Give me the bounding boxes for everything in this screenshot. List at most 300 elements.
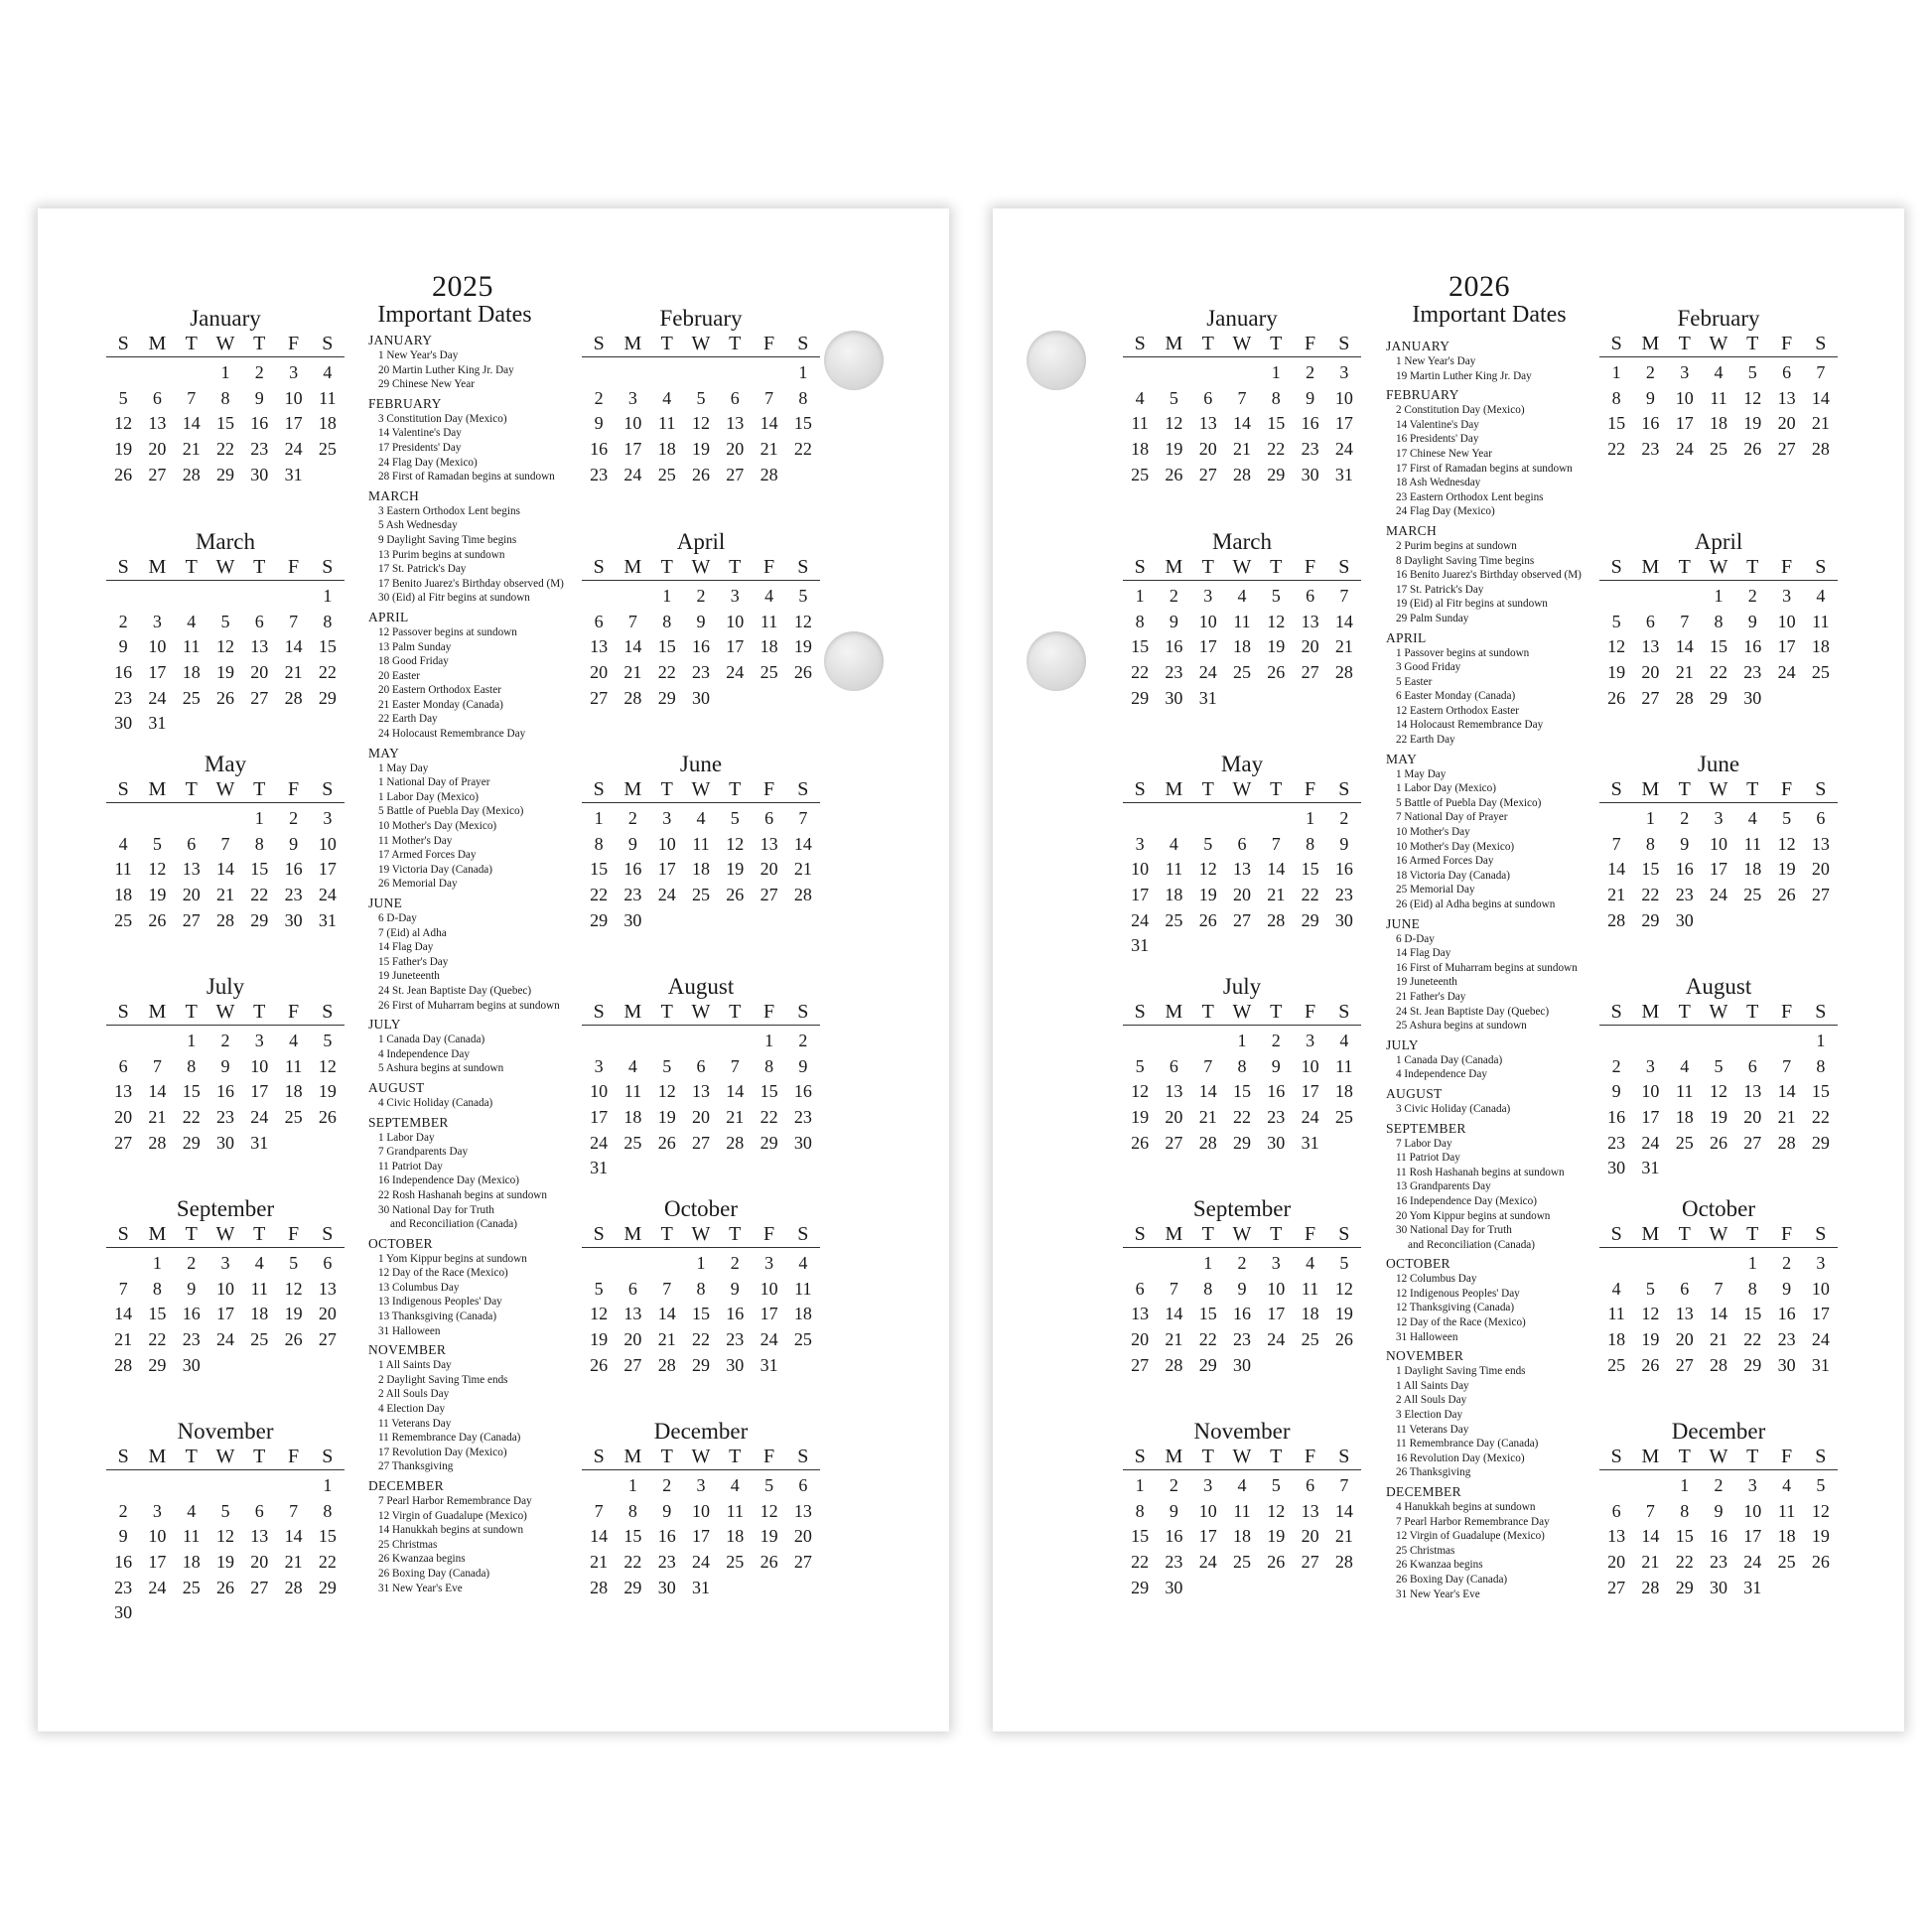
- month-name: December: [653, 1419, 749, 1444]
- holiday-entry: 12 Day of the Race (Mexico): [378, 1267, 508, 1280]
- day-cell: 25: [1777, 1552, 1796, 1573]
- day-cell: 11: [692, 833, 710, 854]
- weekday-label: S: [593, 1446, 605, 1467]
- weekday-header: [582, 1445, 820, 1470]
- weekday-label: W: [691, 1446, 711, 1467]
- empty-day-cell: [1157, 806, 1190, 832]
- day-cell: 14: [1709, 1304, 1727, 1324]
- empty-day-cell: [1702, 1251, 1735, 1277]
- weekday-label: F: [288, 1001, 300, 1023]
- day-cell: 23: [1709, 1552, 1727, 1573]
- day-cell: 12: [1777, 833, 1796, 854]
- day-cell: 16: [590, 439, 609, 460]
- day-cell: 5: [1135, 1055, 1145, 1076]
- weekday-label: S: [1815, 1223, 1827, 1245]
- day-cell: 22: [318, 662, 337, 683]
- day-cell: 13: [1607, 1526, 1626, 1547]
- weekday-label: T: [185, 556, 198, 578]
- day-cell: 27: [1165, 1132, 1183, 1153]
- holiday-entry: 3 Civic Holiday (Canada): [1396, 1102, 1511, 1115]
- month-name: December: [1671, 1419, 1766, 1444]
- weekday-label: S: [1338, 556, 1350, 578]
- day-cell: 26: [1607, 687, 1626, 708]
- day-cell: 17: [691, 1526, 710, 1547]
- empty-day-cell: [140, 806, 174, 832]
- day-cell: 5: [118, 387, 128, 408]
- weekday-label: T: [1746, 778, 1759, 800]
- month-calendar-march: [106, 529, 345, 737]
- day-cell: 26: [1267, 662, 1286, 683]
- day-cell: 12: [726, 833, 745, 854]
- day-cell: 5: [730, 808, 740, 828]
- month-name: January: [190, 306, 261, 331]
- day-cell: 15: [691, 1304, 710, 1324]
- day-cell: 10: [1641, 1081, 1660, 1102]
- weekday-label: W: [215, 778, 235, 800]
- day-cell: 23: [1334, 885, 1353, 905]
- day-cell: 24: [759, 1329, 778, 1350]
- day-cell: 18: [284, 1081, 303, 1102]
- day-cell: 22: [657, 662, 676, 683]
- day-cell: 23: [793, 1107, 812, 1128]
- holiday-entry: 5 Ash Wednesday: [378, 519, 458, 532]
- day-cell: 17: [657, 859, 676, 880]
- day-cell: 14: [793, 833, 812, 854]
- day-cell: 20: [250, 1552, 269, 1573]
- day-cell: 27: [590, 687, 609, 708]
- weekday-label: T: [253, 333, 266, 354]
- empty-day-cell: [208, 584, 242, 610]
- day-cell: 2: [1169, 586, 1178, 606]
- day-cell: 3: [1816, 1253, 1826, 1273]
- day-cell: 14: [1334, 1500, 1353, 1521]
- empty-day-cell: [208, 806, 242, 832]
- holiday-entry: 31 Halloween: [1396, 1330, 1458, 1343]
- empty-day-cell: [242, 1473, 276, 1499]
- day-cell: 9: [118, 636, 128, 657]
- day-cell: 2: [627, 808, 637, 828]
- holiday-entry: 24 St. Jean Baptiste Day (Quebec): [378, 984, 532, 997]
- weekday-label: S: [1815, 333, 1827, 354]
- day-cell: 25: [1709, 439, 1727, 460]
- weekday-label: W: [1232, 556, 1252, 578]
- day-cell: 10: [1777, 611, 1796, 631]
- day-cell: 7: [1680, 611, 1690, 631]
- day-cell: 29: [623, 1577, 642, 1597]
- day-cell: 5: [1271, 586, 1281, 606]
- holiday-entry: 31 Halloween: [378, 1324, 441, 1337]
- day-cell: 9: [1271, 1055, 1281, 1076]
- weekday-label: T: [1678, 333, 1691, 354]
- day-cell: 20: [318, 1304, 337, 1324]
- day-cell: 4: [323, 362, 333, 382]
- day-cell: 15: [1641, 859, 1660, 880]
- day-cell: 5: [1271, 1475, 1281, 1495]
- day-cell: 27: [1301, 1552, 1319, 1573]
- days-grid: [106, 1251, 345, 1378]
- day-cell: 4: [764, 586, 774, 606]
- empty-day-cell: [106, 1473, 140, 1499]
- weekday-label: F: [1305, 333, 1316, 354]
- day-cell: 29: [1301, 909, 1319, 930]
- days-grid: [1123, 1251, 1361, 1378]
- day-cell: 23: [215, 1107, 234, 1128]
- holiday-entry: 16 Armed Forces Day: [1396, 855, 1494, 868]
- holiday-entry: 1 Canada Day (Canada): [378, 1034, 485, 1046]
- day-cell: 30: [215, 1132, 234, 1153]
- day-cell: 10: [215, 1278, 234, 1299]
- day-cell: 16: [1777, 1304, 1796, 1324]
- day-cell: 17: [1743, 1526, 1762, 1547]
- day-cell: 26: [215, 687, 234, 708]
- weekday-label: F: [1305, 1223, 1316, 1245]
- day-cell: 11: [1777, 1500, 1796, 1521]
- holiday-entry: 22 Earth Day: [378, 713, 438, 726]
- day-cell: 14: [215, 859, 234, 880]
- day-cell: 26: [148, 909, 167, 930]
- weekday-header: [106, 1000, 345, 1026]
- empty-day-cell: [1123, 1251, 1157, 1277]
- day-cell: 9: [1645, 387, 1655, 408]
- day-cell: 3: [1747, 1475, 1757, 1495]
- day-cell: 17: [215, 1304, 234, 1324]
- weekday-header: [1123, 777, 1361, 803]
- holiday-month-heading: NOVEMBER: [1386, 1348, 1464, 1364]
- days-grid: [582, 584, 820, 711]
- day-cell: 9: [1782, 1278, 1792, 1299]
- day-cell: 28: [793, 885, 812, 905]
- weekday-label: M: [1165, 333, 1183, 354]
- day-cell: 2: [118, 1500, 128, 1521]
- day-cell: 21: [1232, 439, 1251, 460]
- day-cell: 18: [182, 662, 201, 683]
- holiday-entry: 7 Labor Day: [1396, 1137, 1452, 1150]
- holiday-entry: 1 Yom Kippur begins at sundown: [378, 1252, 527, 1265]
- day-cell: 11: [726, 1500, 744, 1521]
- holiday-entry: 9 Daylight Saving Time begins: [378, 533, 517, 546]
- day-cell: 1: [1714, 586, 1724, 606]
- day-cell: 1: [1747, 1253, 1757, 1273]
- day-cell: 30: [1165, 1577, 1183, 1597]
- day-cell: 17: [1198, 636, 1217, 657]
- weekday-label: M: [623, 778, 642, 800]
- empty-day-cell: [1668, 584, 1702, 610]
- empty-day-cell: [1599, 1251, 1633, 1277]
- empty-day-cell: [140, 1029, 174, 1054]
- holiday-entry: 14 Valentine's Day: [378, 427, 462, 440]
- day-cell: 9: [220, 1055, 230, 1076]
- day-cell: 2: [1714, 1475, 1724, 1495]
- day-cell: 2: [254, 362, 264, 382]
- day-cell: 19: [114, 439, 133, 460]
- day-cell: 20: [1607, 1552, 1626, 1573]
- weekday-header: [106, 332, 345, 357]
- day-cell: 16: [1607, 1107, 1626, 1128]
- day-cell: 7: [1271, 833, 1281, 854]
- holiday-entry: 24 Holocaust Remembrance Day: [378, 728, 526, 741]
- month-calendar-january: [106, 306, 345, 487]
- weekday-label: T: [1201, 1446, 1214, 1467]
- day-cell: 20: [1743, 1107, 1762, 1128]
- year-title: 2025: [432, 270, 493, 303]
- weekday-label: S: [322, 1446, 334, 1467]
- day-cell: 11: [1335, 1055, 1353, 1076]
- holiday-month-heading: APRIL: [368, 609, 409, 624]
- holiday-entry: 1 All Saints Day: [1396, 1379, 1469, 1392]
- day-cell: 11: [183, 636, 201, 657]
- weekday-label: S: [1815, 778, 1827, 800]
- weekday-label: T: [729, 778, 742, 800]
- holiday-entry: 20 Yom Kippur begins at sundown: [1396, 1209, 1551, 1222]
- day-cell: 21: [1709, 1329, 1727, 1350]
- day-cell: 18: [793, 1304, 812, 1324]
- day-cell: 10: [691, 1500, 710, 1521]
- weekday-label: T: [729, 556, 742, 578]
- month-calendar-june: [1599, 752, 1838, 933]
- day-cell: 7: [220, 833, 230, 854]
- day-cell: 26: [318, 1107, 337, 1128]
- day-cell: 17: [726, 636, 745, 657]
- day-cell: 14: [114, 1304, 133, 1324]
- day-cell: 17: [1777, 636, 1796, 657]
- day-cell: 27: [1131, 1354, 1150, 1375]
- weekday-label: S: [1134, 1223, 1146, 1245]
- day-cell: 25: [182, 1577, 201, 1597]
- day-cell: 9: [1306, 387, 1315, 408]
- day-cell: 4: [187, 611, 197, 631]
- weekday-header: [1123, 1222, 1361, 1248]
- day-cell: 31: [1811, 1354, 1830, 1375]
- day-cell: 8: [696, 1278, 706, 1299]
- binder-hole-icon: [824, 331, 884, 390]
- day-cell: 15: [1198, 1304, 1217, 1324]
- day-cell: 3: [152, 611, 162, 631]
- holiday-entry: 14 Holocaust Remembrance Day: [1396, 719, 1544, 732]
- day-cell: 22: [1301, 885, 1319, 905]
- day-cell: 17: [590, 1107, 609, 1128]
- day-cell: 7: [1611, 833, 1621, 854]
- day-cell: 21: [726, 1107, 745, 1128]
- day-cell: 21: [590, 1552, 609, 1573]
- day-cell: 31: [1301, 1132, 1319, 1153]
- day-cell: 28: [114, 1354, 133, 1375]
- empty-day-cell: [140, 360, 174, 386]
- holiday-entry: 1 May Day: [378, 761, 429, 774]
- holiday-entry: 1 Labor Day (Mexico): [1396, 782, 1496, 795]
- month-calendar-october: [582, 1196, 820, 1378]
- empty-day-cell: [1123, 360, 1157, 386]
- day-cell: 1: [187, 1031, 197, 1050]
- day-cell: 10: [250, 1055, 269, 1076]
- weekday-header: [582, 555, 820, 581]
- day-cell: 19: [590, 1329, 609, 1350]
- day-cell: 25: [1607, 1354, 1626, 1375]
- month-calendar-december: [1599, 1419, 1838, 1600]
- day-cell: 27: [1198, 464, 1217, 484]
- holiday-entry: 3 Election Day: [1396, 1409, 1463, 1422]
- holiday-entry: 1 National Day of Prayer: [378, 776, 490, 789]
- day-cell: 21: [793, 859, 812, 880]
- day-cell: 12: [1811, 1500, 1830, 1521]
- weekday-label: T: [1270, 1223, 1283, 1245]
- holiday-month-heading: JANUARY: [368, 333, 433, 347]
- day-cell: 12: [318, 1055, 337, 1076]
- weekday-label: S: [1815, 556, 1827, 578]
- day-cell: 6: [1306, 1475, 1315, 1495]
- day-cell: 28: [215, 909, 234, 930]
- day-cell: 14: [148, 1081, 167, 1102]
- weekday-label: T: [660, 1446, 673, 1467]
- holiday-entry: 26 First of Muharram begins at sundown: [378, 999, 560, 1012]
- holiday-entry: 7 Grandparents Day: [378, 1146, 469, 1159]
- weekday-label: T: [660, 1223, 673, 1245]
- day-cell: 30: [182, 1354, 201, 1375]
- day-cell: 8: [662, 611, 672, 631]
- day-cell: 12: [284, 1278, 303, 1299]
- day-cell: 24: [1777, 662, 1796, 683]
- day-cell: 25: [657, 464, 676, 484]
- day-cell: 21: [215, 885, 234, 905]
- day-cell: 29: [1232, 1132, 1251, 1153]
- day-cell: 3: [1271, 1253, 1281, 1273]
- day-cell: 30: [793, 1132, 812, 1153]
- day-cell: 8: [1271, 387, 1281, 408]
- day-cell: 9: [1237, 1278, 1247, 1299]
- day-cell: 13: [1232, 859, 1251, 880]
- weekday-label: S: [593, 778, 605, 800]
- day-cell: 21: [114, 1329, 133, 1350]
- weekday-label: T: [1746, 1001, 1759, 1023]
- weekday-header: [1599, 777, 1838, 803]
- holiday-entry: 17 Presidents' Day: [378, 441, 462, 454]
- empty-day-cell: [1599, 584, 1633, 610]
- day-cell: 9: [289, 833, 299, 854]
- day-cell: 5: [1714, 1055, 1724, 1076]
- day-cell: 28: [284, 1577, 303, 1597]
- holiday-month-heading: JULY: [368, 1017, 401, 1033]
- day-cell: 15: [1607, 413, 1626, 434]
- day-cell: 1: [254, 808, 264, 828]
- holiday-month-heading: NOVEMBER: [368, 1342, 447, 1358]
- month-name: October: [1681, 1196, 1756, 1221]
- holiday-entry: 13 Thanksgiving (Canada): [378, 1311, 497, 1323]
- day-cell: 14: [726, 1081, 745, 1102]
- month-name: January: [1206, 306, 1278, 331]
- weekday-label: T: [1201, 333, 1214, 354]
- weekday-header: [1123, 1000, 1361, 1026]
- weekday-label: S: [797, 778, 809, 800]
- empty-day-cell: [582, 360, 616, 386]
- days-grid: [1599, 806, 1838, 933]
- holiday-entry: 27 Thanksgiving: [378, 1460, 454, 1473]
- day-cell: 27: [1301, 662, 1319, 683]
- day-cell: 4: [627, 1055, 637, 1076]
- day-cell: 5: [323, 1031, 333, 1050]
- weekday-label: S: [1610, 778, 1622, 800]
- day-cell: 15: [1709, 636, 1727, 657]
- day-cell: 4: [1680, 1055, 1690, 1076]
- holiday-entry: 31 New Year's Eve: [378, 1582, 463, 1594]
- day-cell: 11: [1812, 611, 1830, 631]
- day-cell: 12: [759, 1500, 778, 1521]
- weekday-label: F: [1781, 556, 1793, 578]
- day-cell: 8: [220, 387, 230, 408]
- weekday-label: S: [117, 778, 129, 800]
- days-grid: [582, 360, 820, 487]
- day-cell: 10: [1198, 1500, 1217, 1521]
- day-cell: 19: [1267, 636, 1286, 657]
- day-cell: 27: [1675, 1354, 1694, 1375]
- empty-day-cell: [276, 584, 310, 610]
- day-cell: 2: [187, 1253, 197, 1273]
- day-cell: 13: [250, 636, 269, 657]
- day-cell: 26: [657, 1132, 676, 1153]
- day-cell: 29: [318, 687, 337, 708]
- weekday-header: [582, 332, 820, 357]
- day-cell: 12: [1334, 1278, 1353, 1299]
- day-cell: 6: [1135, 1278, 1145, 1299]
- day-cell: 19: [726, 859, 745, 880]
- weekday-label: M: [1641, 556, 1660, 578]
- day-cell: 30: [1777, 1354, 1796, 1375]
- holiday-entry: 1 May Day: [1396, 767, 1447, 780]
- empty-day-cell: [650, 360, 684, 386]
- holiday-entry: 25 Ashura begins at sundown: [1396, 1020, 1527, 1033]
- day-cell: 5: [1747, 362, 1757, 382]
- day-cell: 2: [1645, 362, 1655, 382]
- holiday-entry: 5 Ashura begins at sundown: [378, 1062, 504, 1075]
- weekday-label: W: [215, 333, 235, 354]
- day-cell: 24: [691, 1552, 710, 1573]
- day-cell: 11: [319, 387, 337, 408]
- day-cell: 29: [182, 1132, 201, 1153]
- day-cell: 20: [114, 1107, 133, 1128]
- day-cell: 17: [1198, 1526, 1217, 1547]
- day-cell: 24: [1198, 662, 1217, 683]
- weekday-label: S: [1610, 333, 1622, 354]
- day-cell: 3: [1203, 586, 1213, 606]
- weekday-label: S: [322, 1001, 334, 1023]
- day-cell: 19: [1743, 413, 1762, 434]
- day-cell: 24: [1743, 1552, 1762, 1573]
- day-cell: 27: [793, 1552, 812, 1573]
- day-cell: 13: [759, 833, 778, 854]
- day-cell: 5: [1611, 611, 1621, 631]
- day-cell: 21: [1165, 1329, 1183, 1350]
- day-cell: 28: [1198, 1132, 1217, 1153]
- holiday-entry: 11 Patriot Day: [378, 1160, 443, 1173]
- days-grid: [1599, 1473, 1838, 1600]
- day-cell: 30: [657, 1577, 676, 1597]
- empty-day-cell: [1668, 1029, 1702, 1054]
- weekday-label: T: [253, 778, 266, 800]
- holiday-entry: 18 Victoria Day (Canada): [1396, 869, 1510, 882]
- day-cell: 3: [1645, 1055, 1655, 1076]
- day-cell: 7: [1339, 586, 1349, 606]
- month-calendar-august: [582, 974, 820, 1181]
- day-cell: 15: [1131, 1526, 1150, 1547]
- day-cell: 19: [1165, 439, 1183, 460]
- holiday-entry: 29 Palm Sunday: [1396, 612, 1469, 624]
- day-cell: 11: [1607, 1304, 1625, 1324]
- empty-day-cell: [106, 584, 140, 610]
- weekday-header: [106, 555, 345, 581]
- day-cell: 4: [187, 1500, 197, 1521]
- day-cell: 11: [1743, 833, 1761, 854]
- weekday-header: [106, 1445, 345, 1470]
- day-cell: 31: [1131, 935, 1150, 956]
- day-cell: 30: [1165, 687, 1183, 708]
